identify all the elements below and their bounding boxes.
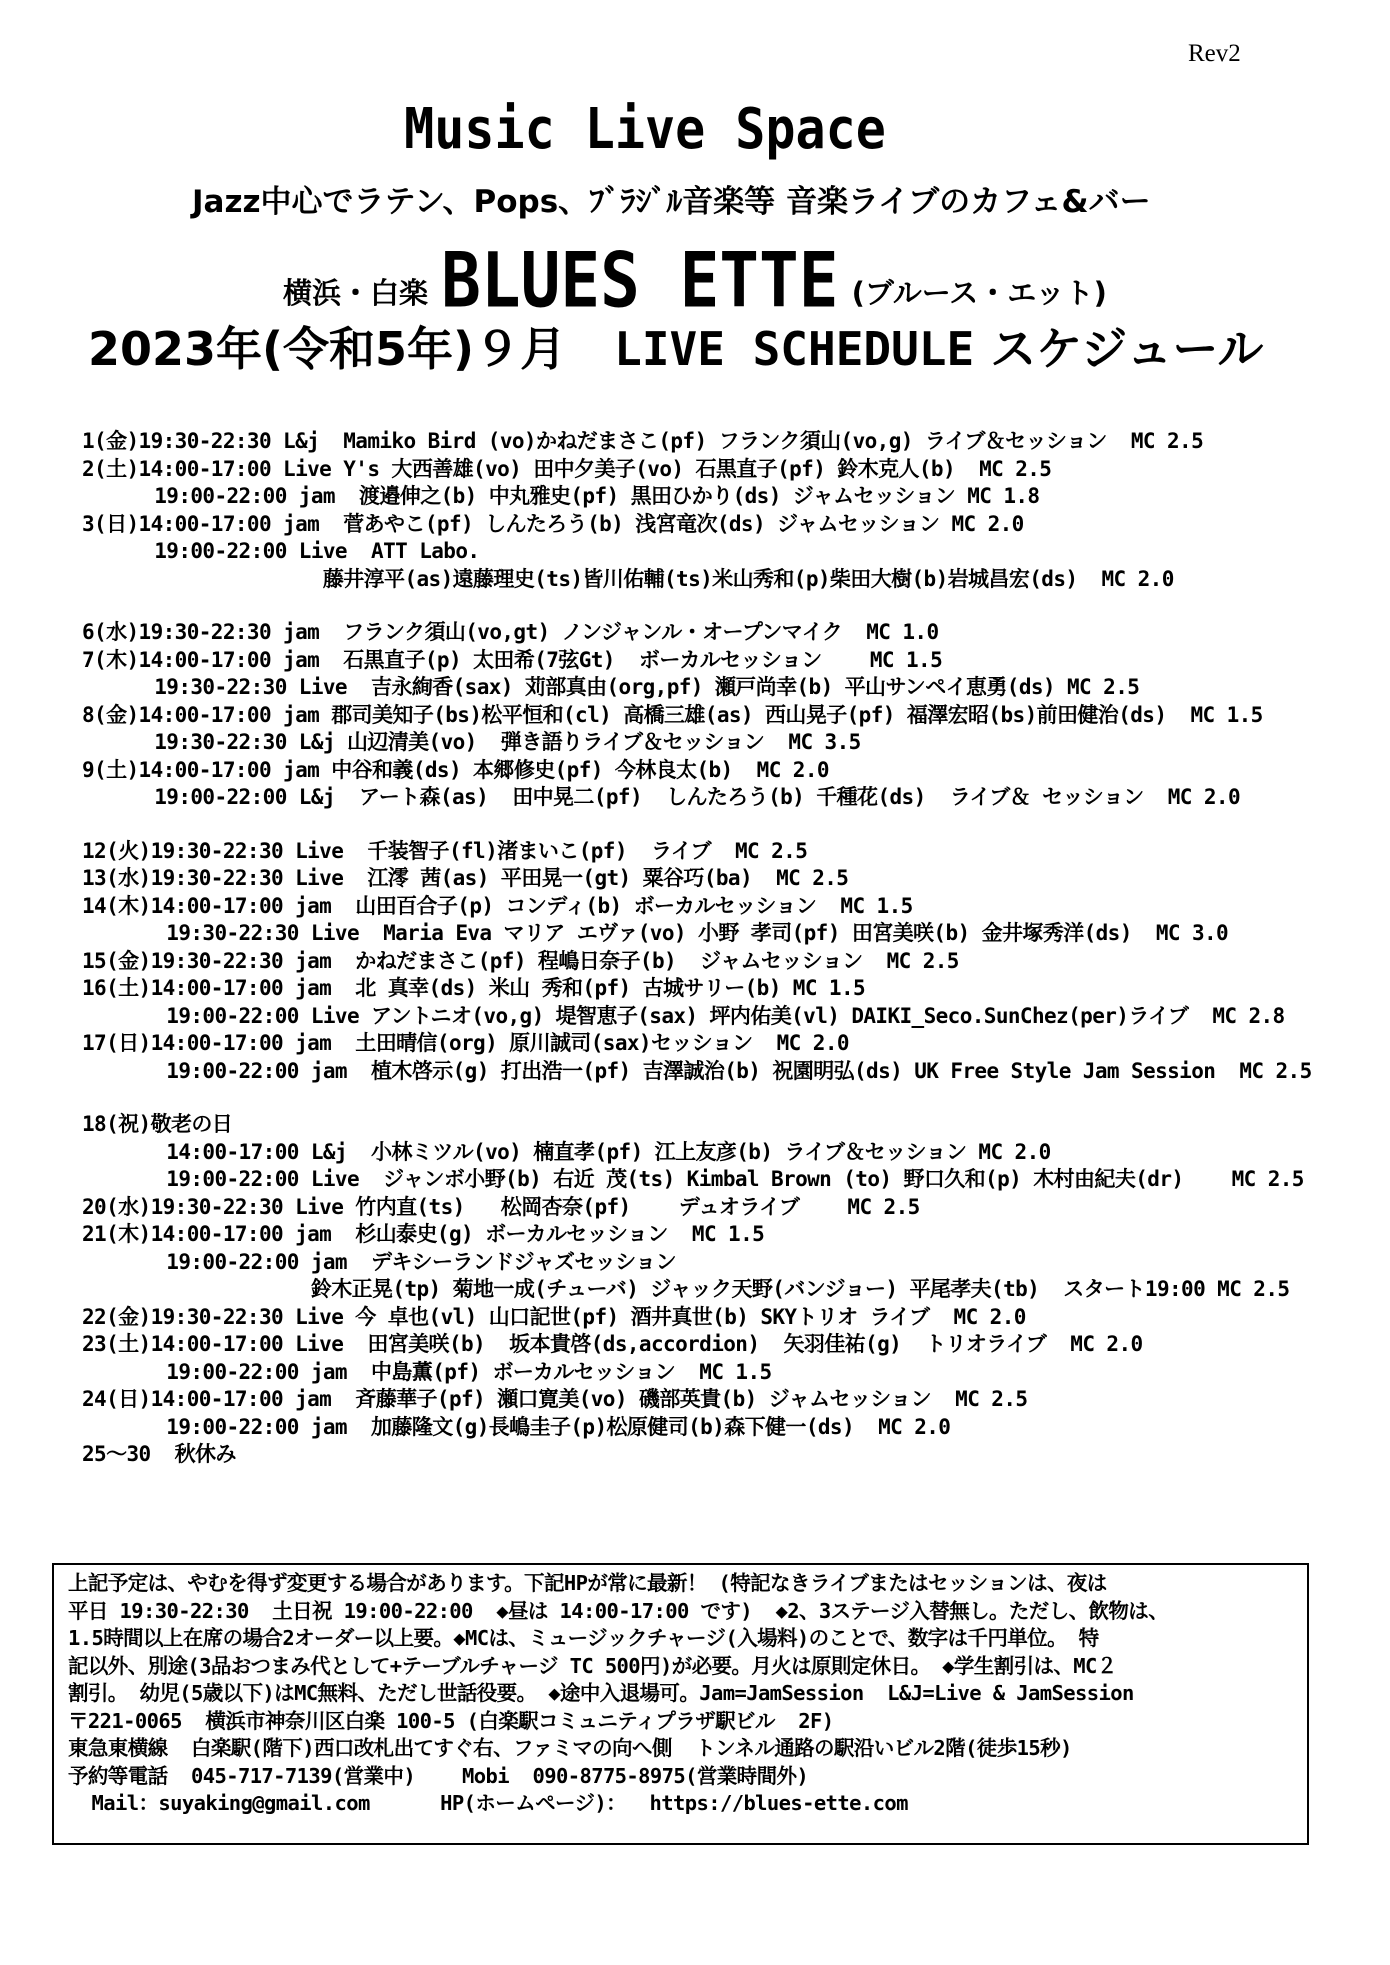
notice-line: 1.5時間以上在席の場合2オーダー以上要。◆MCは、ミュージックチャージ(入場料)のことで、数字は千円単位。 特 [68, 1626, 1099, 1650]
schedule-entry: 8(金)14:00-17:00 jam 郡司美知子(bs)松平恒和(cl) 高橋三雄(as) 西山晃子(pf) 福澤宏昭(bs)前田健治(ds) MC 1.5 [82, 702, 1263, 727]
schedule-entry: 2(土)14:00-17:00 Live Y's 大西善雄(vo) 田中夕美子(vo) 石黒直子(pf) 鈴木克人(b) MC 2.5 [82, 456, 1052, 481]
schedule-entry: 1(金)19:30-22:30 L&j Mamiko Bird (vo)かねだまさこ(pf) フランク須山(vo,g) ライブ＆セッション MC 2.5 [82, 429, 1204, 453]
group-spacer [82, 593, 1382, 619]
schedule-title-kana: スケジュール [990, 322, 1264, 376]
notice-line: 平日 19:30-22:30 土日祝 19:00-22:00 ◆昼は 14:00-17:00 です) ◆2、3ステージ入替無し。ただし、飲物は、 [68, 1598, 1169, 1623]
schedule-entry: 24(日)14:00-17:00 jam 斉藤華子(pf) 瀬口寛美(vo) 磯部英貴(b) ジャムセッション MC 2.5 [82, 1387, 1028, 1411]
schedule-entry: 19:30-22:30 Live 吉永絢香(sax) 苅部真由(org,pf) 瀬戸尚幸(b) 平山サンペイ恵勇(ds) MC 2.5 [82, 675, 1140, 699]
schedule-entry: 19:00-22:00 L&j アート森(as) 田中晃二(pf) しんたろう(b) 千種花(ds) ライブ＆ セッション MC 2.0 [82, 785, 1241, 809]
schedule-entry: 19:00-22:00 jam 植木啓示(g) 打出浩一(pf) 吉澤誠治(b) 祝園明弘(ds) UK Free Style Jam Session MC 2.5 [82, 1058, 1312, 1083]
revision-label: Rev2 [1188, 40, 1241, 67]
schedule-entry: 鈴木正晃(tp) 菊地一成(チューバ) ジャック天野(バンジョー) 平尾孝夫(tb) スタート19:00 MC 2.5 [82, 1277, 1290, 1301]
schedule-entry: 藤井淳平(as)遠藤理史(ts)皆川佑輔(ts)米山秀和(p)柴田大樹(b)岩城昌宏(ds) MC 2.0 [82, 566, 1174, 591]
schedule-entry: 19:00-22:00 jam 中島薫(pf) ボーカルセッション MC 1.5 [82, 1359, 772, 1384]
schedule-entry: 12(火)19:30-22:30 Live 千装智子(fl)渚まいこ(pf) ライブ MC 2.5 [82, 838, 808, 863]
schedule-entry: 3(日)14:00-17:00 jam 菅あやこ(pf) しんたろう(b) 浅宮竜次(ds) ジャムセッション MC 2.0 [82, 511, 1024, 536]
venue-name: BLUES ETTE [441, 236, 839, 325]
venue-location: 横浜・白楽 [283, 276, 429, 310]
schedule-entry: 19:00-22:00 Live ATT Labo. [82, 539, 480, 563]
notice-line: 割引。 幼児(5歳以下)はMC無料、ただし世話役要。 ◆途中入退場可。Jam=JamSession L&J=Live & JamSession [68, 1681, 1134, 1705]
venue-line [0, 236, 1390, 325]
notice-line: 予約等電話 045-717-7139(営業中) Mobi 090-8775-8975(営業時間外) [68, 1763, 809, 1788]
schedule-entry: 22(金)19:30-22:30 Live 今 卓也(vl) 山口記世(pf) 酒井真世(b) SKYトリオ ライブ MC 2.0 [82, 1304, 1026, 1329]
schedule-title [88, 313, 1263, 379]
schedule-entry: 20(水)19:30-22:30 Live 竹内直(ts) 松岡杏奈(pf) デュオライブ MC 2.5 [82, 1194, 920, 1219]
schedule-entry: 16(土)14:00-17:00 jam 北 真幸(ds) 米山 秀和(pf) 古城サリー(b) MC 1.5 [82, 976, 866, 1000]
schedule-entry: 25～30 秋休み [82, 1442, 236, 1466]
schedule-entry: 19:30-22:30 L&j 山辺清美(vo) 弾き語りライブ＆セッション MC 3.5 [82, 730, 861, 754]
group-spacer [82, 1085, 1382, 1111]
schedule-entry: 14(木)14:00-17:00 jam 山田百合子(p) コンディ(b) ボーカルセッション MC 1.5 [82, 893, 913, 918]
notice-box [52, 1563, 1309, 1845]
schedule-entry: 18(祝)敬老の日 [82, 1112, 233, 1136]
schedule-entry: 19:00-22:00 jam デキシーランドジャズセッション [82, 1249, 676, 1274]
schedule-entry: 19:00-22:00 jam 渡邉伸之(b) 中丸雅史(pf) 黒田ひかり(ds) ジャムセッション MC 1.8 [82, 484, 1040, 508]
schedule-entry: 19:00-22:00 jam 加藤隆文(g)長嶋圭子(p)松原健司(b)森下健一(ds) MC 2.0 [82, 1414, 951, 1439]
notice-line: 東急東横線 白楽駅(階下)西口改札出てすぐ右、ファミマの向へ側 トンネル通路の駅沿いビル2階(徒歩15秒) [68, 1736, 1072, 1760]
schedule-list [82, 428, 1382, 1469]
subtitle: Jazz中心でラテン、Pops、ﾌﾞﾗｼﾞﾙ音楽等 音楽ライブのカフェ&バー [192, 184, 1151, 220]
notice-line: Mail：suyaking@gmail.com HP(ホームページ)： https://blues-ette.com [68, 1791, 908, 1815]
schedule-entry: 19:30-22:30 Live Maria Eva マリア エヴァ(vo) 小野 孝司(pf) 田宮美咲(b) 金井塚秀洋(ds) MC 3.0 [82, 921, 1229, 945]
venue-kana: (ブルース・エット) [851, 276, 1107, 310]
schedule-title-date: 2023年(令和5年)９月 [88, 322, 567, 376]
schedule-entry: 21(木)14:00-17:00 jam 杉山泰史(g) ボーカルセッション MC 1.5 [82, 1222, 765, 1246]
notice-line: 記以外、別途(3品おつまみ代として+テーブルチャージ TC 500円)が必要。月火は原則定休日。 ◆学生割引は、MC２ [68, 1653, 1117, 1678]
schedule-entry: 7(木)14:00-17:00 jam 石黒直子(p) 太田希(7弦Gt) ボーカルセッション MC 1.5 [82, 647, 943, 672]
schedule-entry: 19:00-22:00 Live アントニオ(vo,g) 堤智恵子(sax) 坪内佑美(vl) DAIKI_Seco.SunChez(per)ライブ MC 2.8 [82, 1003, 1285, 1028]
notice-line: 上記予定は、やむを得ず変更する場合があります。下記HPが常に最新！ (特記なきライブまたはセッションは、夜は [68, 1571, 1107, 1595]
group-spacer [82, 812, 1382, 838]
notice-line: 〒221-0065 横浜市神奈川区白楽 100-5 (白楽駅コミュニティプラザ駅ビル 2F) [68, 1708, 834, 1733]
page-title: Music Live Space [404, 96, 886, 162]
schedule-entry: 19:00-22:00 Live ジャンボ小野(b) 右近 茂(ts) Kimbal Brown (to) 野口久和(p) 木村由紀夫(dr) MC 2.5 [82, 1167, 1304, 1191]
schedule-entry: 15(金)19:30-22:30 jam かねだまさこ(pf) 程嶋日奈子(b) ジャムセッション MC 2.5 [82, 948, 959, 973]
schedule-entry: 13(水)19:30-22:30 Live 江澪 茜(as) 平田晃一(gt) 粟谷巧(ba) MC 2.5 [82, 866, 849, 890]
schedule-title-en: LIVE SCHEDULE [614, 322, 975, 376]
schedule-entry: 14:00-17:00 L&j 小林ミツル(vo) 楠直孝(pf) 江上友彦(b) ライブ＆セッション MC 2.0 [82, 1139, 1051, 1164]
schedule-entry: 23(土)14:00-17:00 Live 田宮美咲(b) 坂本貴啓(ds,accordion) 矢羽佳祐(g) トリオライブ MC 2.0 [82, 1332, 1143, 1356]
schedule-entry: 6(水)19:30-22:30 jam フランク須山(vo,gt) ノンジャンル・オープンマイク MC 1.0 [82, 620, 939, 644]
schedule-entry: 9(土)14:00-17:00 jam 中谷和義(ds) 本郷修史(pf) 今林良太(b) MC 2.0 [82, 757, 829, 782]
schedule-entry: 17(日)14:00-17:00 jam 土田晴信(org) 原川誠司(sax)セッション MC 2.0 [82, 1031, 849, 1055]
